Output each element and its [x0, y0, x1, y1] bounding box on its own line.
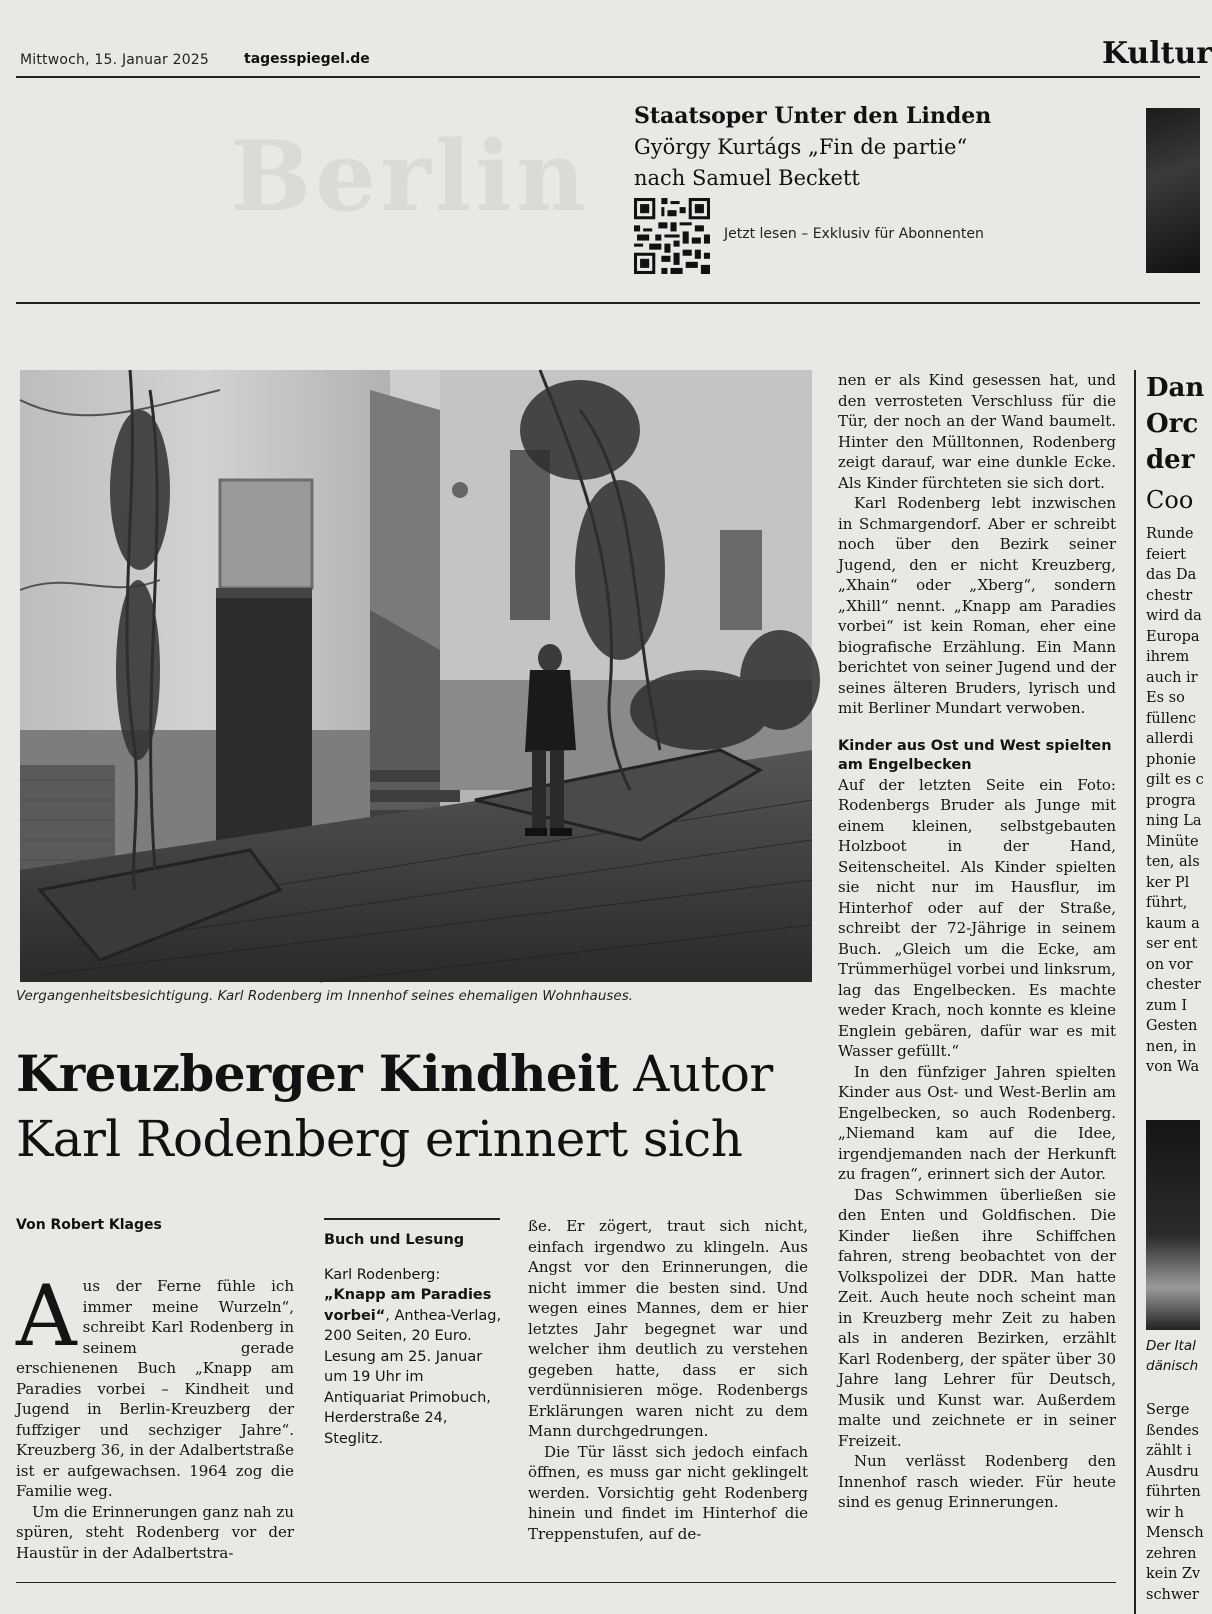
courtyard-photo	[20, 370, 812, 982]
infobox-book-title: „Knapp am Paradies vorbei“	[324, 1287, 492, 1324]
adjacent-body-line: gilt es c	[1146, 772, 1204, 788]
byline: Von Robert Klages	[16, 1217, 162, 1233]
adjacent-body-line: ten, als	[1146, 854, 1200, 870]
adjacent-body-line: Mensch	[1146, 1525, 1204, 1541]
adjacent-body-line: ker Pl	[1146, 874, 1190, 891]
adjacent-body-line: Runde	[1146, 526, 1194, 542]
promo-thumbnail-image[interactable]	[1146, 108, 1200, 273]
article-subheading: Kinder aus Ost und West spielten am Engelbecken	[838, 737, 1112, 773]
adjacent-body-line: chestr	[1146, 587, 1193, 604]
adjacent-headline	[1146, 370, 1205, 478]
adjacent-body-line: zählt i	[1146, 1443, 1192, 1459]
adjacent-body-line: allerdi	[1146, 731, 1194, 747]
adjacent-body-line: wir h	[1146, 1504, 1184, 1521]
bottom-rule	[16, 1582, 1116, 1583]
adjacent-body-continued	[1146, 1400, 1204, 1605]
adjacent-body-line: füllenc	[1146, 710, 1197, 727]
article-column-4	[838, 370, 1116, 1513]
promo-subtitle-line2: nach Samuel Beckett	[634, 166, 860, 190]
adjacent-body-line: Gesten	[1146, 1018, 1198, 1034]
article-paragraph: In den fünfziger Jahren spielten Kinder aus Ost- und West-Berlin am Engelbecken, so auch Rodenberg. „Niemand kam auf die Idee, irgendjemanden nach der Herkunft zu fragen“, erinnert sich der Autor.	[838, 1062, 1116, 1183]
adjacent-body-line: zehren	[1146, 1545, 1197, 1562]
adjacent-headline-line: Orc	[1146, 409, 1199, 439]
article-paragraph: Die Tür lässt sich jedoch einfach öffnen, es muss gar nicht geklingelt werden. Vorsichtig geht Rodenberg hinein und findet im Hinterhof die Treppenstufen, auf de-	[528, 1442, 808, 1543]
promo-title: Staatsoper Unter den Linden	[634, 103, 992, 129]
photo-caption: Vergangenheitsbesichtigung. Karl Rodenberg im Innenhof seines ehemaligen Wohnhauses.	[16, 988, 634, 1004]
adjacent-body-line: feiert	[1146, 546, 1186, 563]
adjacent-subtitle: Coo	[1146, 486, 1194, 514]
article-paragraph: Nun verlässt Rodenberg den Innenhof rasch wieder. Für heute sind es genug Erinnerungen.	[838, 1452, 1116, 1511]
adjacent-body-line: schwer	[1146, 1586, 1199, 1603]
masthead-rule	[16, 76, 1200, 78]
adjacent-caption-line: Der Ital	[1146, 1338, 1196, 1354]
adjacent-body-line: das Da	[1146, 567, 1197, 583]
article-paragraph: Auf der letzten Seite ein Foto: Rodenbergs Bruder als Junge mit einem kleinen, selbstgebauten Holzboot in der Hand, Seitenscheitel. Als Kinder spielten sie nicht nur im Hausflur, im Hinterhof oder auf der Straße, schreibt der 72-Jährige in seinem Buch. „Gleich um die Ecke, am Trümmerhügel vorbei und linksrum, lag das Engelbecken. Es machte weder Krach, noch konnte es kleine Englein gebären, dafür war es mit Wasser gefüllt.“	[838, 775, 1116, 1060]
adjacent-body-line: Ausdru	[1146, 1463, 1199, 1480]
promo-cta-link[interactable]: Jetzt lesen – Exklusiv für Abonnenten	[724, 226, 984, 242]
site-name[interactable]: tagesspiegel.de	[244, 51, 370, 67]
adjacent-body-line: Es so	[1146, 690, 1185, 706]
qr-code-icon[interactable]	[634, 198, 710, 274]
article-headline-line2: Karl Rodenberg erinnert sich	[16, 1110, 743, 1168]
infobox-body	[324, 1285, 502, 1449]
adjacent-body-line: auch ir	[1146, 669, 1198, 686]
adjacent-body-line: ihrem	[1146, 649, 1190, 665]
infobox-title: Buch und Lesung	[324, 1232, 465, 1248]
adjacent-body-line: kein Zv	[1146, 1566, 1201, 1582]
article-column-1	[16, 1267, 294, 1563]
promo-subtitle-line1: György Kurtágs „Fin de partie“	[634, 135, 968, 159]
promo-bottom-rule	[16, 302, 1200, 304]
article-paragraph: Das Schwimmen überließen sie den Enten und Goldfischen. Die Kinder ließen ihre Schiffchen fahren, streng beobachtet von der Volkspolizei der DDR. Man hatte Zeit. Auch heute noch scheint man in Kreuzberg mehr Zeit zu haben als in anderen Bezirken, erzählt Karl Rodenberg, der später über 30 Jahre lang Lehrer für Deutsch, Musik und Kunst war. Außerdem malte und zeichnete er in seiner Freizeit.	[838, 1185, 1116, 1450]
book-infobox	[324, 1218, 502, 1449]
adjacent-body	[1146, 524, 1204, 1078]
ghost-watermark-word: Berlin	[230, 120, 590, 233]
adjacent-body-line: führten	[1146, 1484, 1201, 1500]
adjacent-body-line: Serge	[1146, 1402, 1190, 1418]
adjacent-body-line: ning La	[1146, 813, 1202, 829]
dropcap-letter: A	[16, 1267, 77, 1365]
adjacent-body-line: wird da	[1146, 608, 1202, 624]
adjacent-article-clipped	[1146, 370, 1205, 1614]
headline-regular-part: Autor	[618, 1045, 773, 1103]
adjacent-body-line: von Wa	[1146, 1059, 1200, 1075]
adjacent-photo	[1146, 1120, 1200, 1330]
article-headline-line1	[16, 1046, 773, 1102]
adjacent-body-line: kaum a	[1146, 915, 1200, 932]
issue-date: Mittwoch, 15. Januar 2025	[20, 52, 210, 68]
adjacent-body-line: on vor	[1146, 956, 1193, 973]
adjacent-body-line: progra	[1146, 792, 1196, 809]
article-paragraph: us der Ferne fühle ich immer meine Wurzeln“, schreibt Karl Rodenberg in seinem gerade erschienenen Buch „Knapp am Paradies vorbei – Kindheit und Jugend in Berlin-Kreuzberg der fuffziger und sechziger Jahre“. Kreuzberg 36, in der Adalbertstraße ist er aufgewachsen. 1964 zog die Familie weg.	[16, 1277, 294, 1500]
adjacent-body-line: Minüte	[1146, 833, 1199, 850]
article-paragraph: nen er als Kind gesessen hat, und den verrosteten Verschluss für die Tür, der noch an der Wand baumelt. Hinter den Mülltonnen, Rodenberg zeigt darauf, war eine dunkle Ecke. Als Kinder fürchteten sie sich dort.	[838, 371, 1116, 492]
adjacent-body-line: Europa	[1146, 628, 1200, 645]
adjacent-body-line: führt,	[1146, 895, 1188, 911]
adjacent-body-line: ser ent	[1146, 936, 1198, 952]
headline-bold-part: Kreuzberger Kindheit	[16, 1044, 619, 1103]
article-paragraph: Karl Rodenberg lebt inzwischen in Schmargendorf. Aber er schreibt noch über den Bezirk seiner Jugend, den er nicht Kreuzberg, „Xhain“ oder „Xberg“, sondern „Xhill“ nennt. „Knapp am Paradies vorbei“ ist kein Roman, eher eine biografische Erzählung. Ein Mann berichtet von seiner Jugend und der seines älteren Bruders, lyrisch und mit Berliner Mundart verwoben.	[838, 494, 1116, 717]
adjacent-caption	[1146, 1336, 1198, 1376]
adjacent-body-line: chester	[1146, 977, 1201, 993]
article-paragraph: ße. Er zögert, traut sich nicht, einfach irgendwo zu klingeln. Aus Angst vor den Erinnerungen, die nicht immer die besten sind. Und wegen eines Mannes, dem er hier letztes Jahr begegnet war und welcher ihm deutlich zu verstehen gegeben hatte, dass er sich verdünnisieren möge. Rodenbergs Erklärungen waren nicht zu dem Mann durchgedrungen.	[528, 1217, 808, 1440]
adjacent-body-line: nen, in	[1146, 1038, 1197, 1055]
adjacent-body-line: zum I	[1146, 997, 1188, 1014]
section-title: Kultur	[1102, 36, 1212, 71]
infobox-author: Karl Rodenberg:	[324, 1266, 441, 1283]
article-paragraph: Um die Erinnerungen ganz nah zu spüren, steht Rodenberg vor der Haustür in der Adalbertstra-	[16, 1502, 294, 1562]
article-column-3	[528, 1216, 808, 1544]
adjacent-headline-line: der	[1146, 445, 1195, 475]
column-divider	[1134, 370, 1136, 1614]
infobox-details: , Anthea-Verlag, 200 Seiten, 20 Euro. Lesung am 25. Januar um 19 Uhr im Antiquariat Primobuch, Herderstraße 24, Steglitz.	[324, 1307, 502, 1447]
adjacent-body-line: ßendes	[1146, 1422, 1199, 1439]
adjacent-caption-line: dänisch	[1146, 1358, 1199, 1374]
adjacent-headline-line: Dan	[1146, 373, 1205, 403]
adjacent-body-line: phonie	[1146, 751, 1196, 768]
